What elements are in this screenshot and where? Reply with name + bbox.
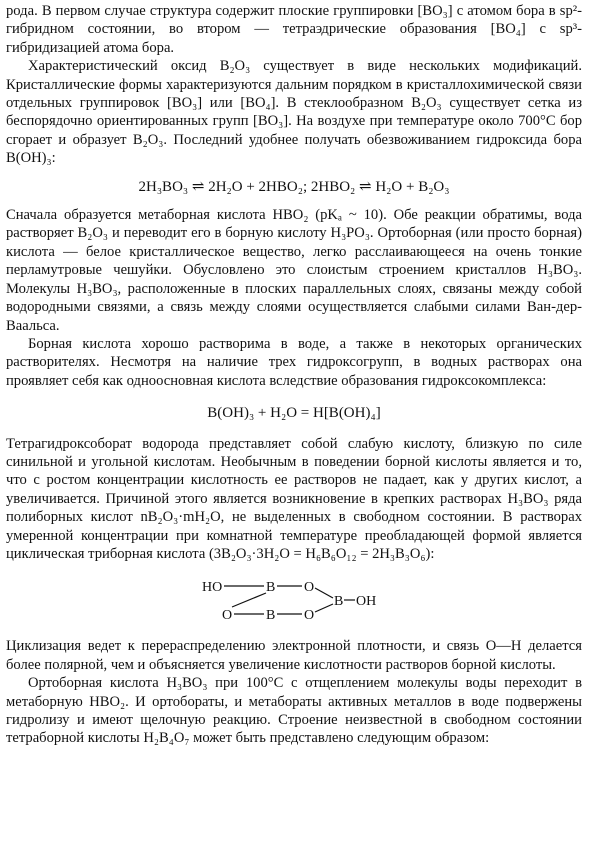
paragraph-7: Ортоборная кислота H₃BO₃ при 100°C с отщеплением молекулы воды переходит в метаборную HBO₂. И ортобораты, и метабораты активных металлов в воде подвержены гидролизу и имеют щелочную реакцию. Строение неизвестной в свободном состоянии тетраборной кислоты H₂B₄O₇ может быть представлено следующим образом: <box>6 675 582 747</box>
equation-hydroxocomplex: B(OH)₃ + H₂O = H[B(OH)₄] <box>207 405 381 422</box>
bond-o-b-right-top <box>315 588 333 598</box>
paragraph-2: Характеристический оксид B₂O₃ существует в виде нескольких модификаций. Кристаллические формы характеризуются дальним порядком в кристаллохимической связи отдельных группировок [BO₃] или [BO₄]. В стеклообразном B₂O₃ существует сетка из беспорядочно ориентированных групп [BO₃]. На воздухе при температуре около 700°C бор сгорает и образует B₂O₃. Последний удобнее получать обезвоживанием гидроксида бора B(OH)₃: <box>6 58 582 167</box>
struct-o-top: O <box>304 580 315 596</box>
paragraph-1: рода. В первом случае структура содержит плоские группировки [BO₃] с атомом бора в sp²-гибридном состоянии, во втором — тетраэдрические образования [BO₄] с sp³-гибридизацией атома бора. <box>6 3 582 56</box>
struct-o-bottom: O <box>304 608 315 624</box>
paragraph-4: Борная кислота хорошо растворима в воде, а также в некоторых органических растворителях. Несмотря на наличие трех гидроксогрупп, в водных растворах она проявляет себя как одноосновная кислота вследствие образования гидроксокомплекса: <box>6 335 582 389</box>
struct-ho-left: HO <box>202 580 223 596</box>
bond-b-o-left <box>232 593 266 607</box>
struct-b-top: B <box>266 580 276 596</box>
paragraph-3: Сначала образуется метаборная кислота HBO₂ (pKₐ ~ 10). Обе реакции обратимы, вода растворяет B₂O₃ и переводит его в борную кислоту H₃PO₃. Ортоборная (или просто борная) кислота — белое кристаллическое вещество, легко расслаивающееся на очень тонкие перламутровые чешуйки. Обусловлено это слоистым строением кристаллов H₃BO₃. Молекулы H₃BO₃, расположенные в плоских параллельных слоях, связаны между собой водородными связями, а связь между слоями осуществляется слабыми силами Ван-дер-Ваальса. <box>6 207 582 334</box>
struct-oh-right: OH <box>356 594 377 610</box>
bond-o-b-right-bottom <box>315 604 333 612</box>
triboric-acid-structure <box>6 569 582 631</box>
paragraph-5: Тетрагидроксоборат водорода представляет собой слабую кислоту, близкую по силе синильной и угольной кислотам. Необычным в поведении борной кислоты является и то, что с ростом концентрации кислотность ее растворов не падает, как у других кислот, а увеличивается. Причиной этого является возникновение в крепких растворах H₃BO₃ ряда полиборных кислот nB₂O₃·mH₂O, не выделенных в свободном состоянии. В растворах умеренной концентрации при комнатной температуре преобладающей формой является циклическая триборная кислота (3B₂O₃·3H₂O = H₆B₆O₁₂ = 2H₃B₃O₆): <box>6 435 582 562</box>
struct-b-right: B <box>334 594 344 610</box>
triboric-acid-ring-diagram <box>194 569 394 631</box>
paragraph-6: Циклизация ведет к перераспределению электронной плотности, и связь O—H делается более полярной, чем и объясняется увеличение кислотности растворов борной кислоты. <box>6 638 582 673</box>
struct-b-bottom: B <box>266 608 276 624</box>
equation-dehydration: 2H₃BO₃ ⇌ 2H₂O + 2HBO₂; 2HBO₂ ⇌ H₂O + B₂O₃ <box>138 178 450 195</box>
struct-o-left: O <box>222 608 233 624</box>
